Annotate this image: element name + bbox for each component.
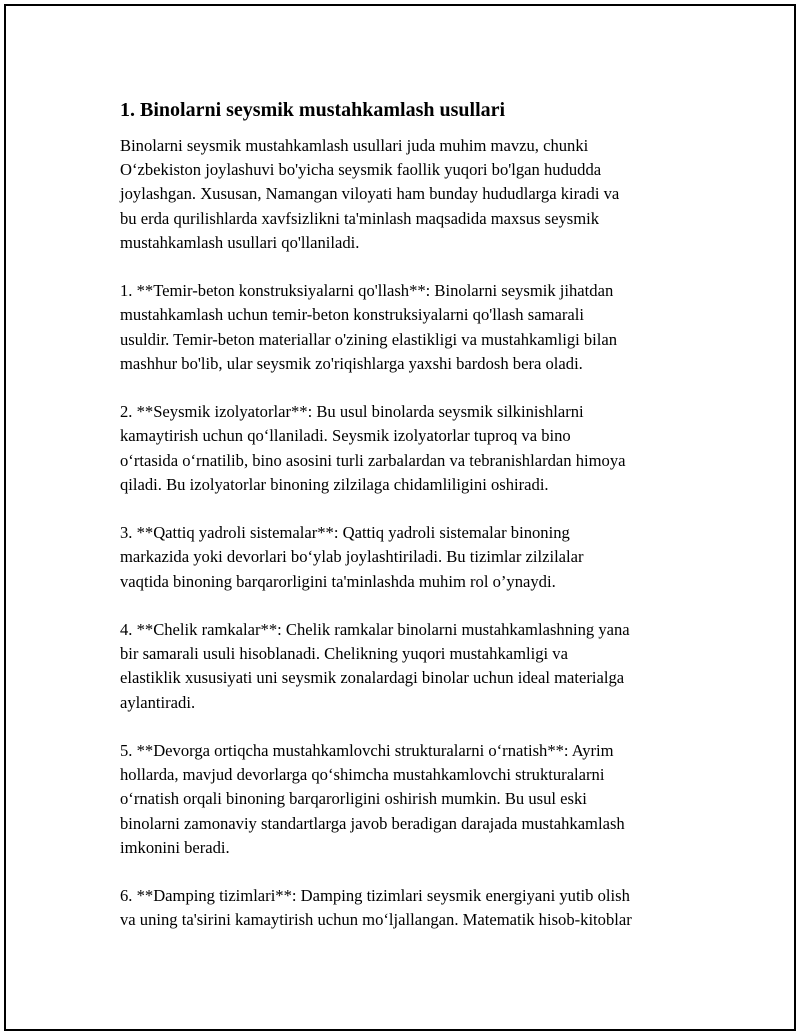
text-line: va uning ta'sirini kamaytirish uchun mo‘ljallangan. Matematik hisob-kitoblar bbox=[120, 910, 632, 930]
list-item-paragraph bbox=[120, 400, 700, 497]
text-line: joylashgan. Xususan, Namangan viloyati ham bunday hududlarga kiradi va bbox=[120, 184, 620, 204]
list-item-paragraph bbox=[120, 884, 700, 932]
intro-paragraph bbox=[120, 134, 700, 255]
text-line: binolarni zamonaviy standartlarga javob beradigan darajada mustahkamlash bbox=[120, 813, 625, 833]
text-line: o‘rtasida o‘rnatilib, bino asosini turli zarbalardan va tebranishlardan himoya bbox=[120, 450, 626, 470]
text-line: bir samarali usuli hisoblanadi. Chelikning yuqori mustahkamligi va bbox=[120, 644, 568, 664]
text-line: hollarda, mavjud devorlarga qo‘shimcha mustahkamlovchi strukturalarni bbox=[120, 765, 605, 785]
text-line: 2. **Seysmik izolyatorlar**: Bu usul binolarda seysmik silkinishlarni bbox=[120, 402, 584, 422]
text-line: 1. **Temir-beton konstruksiyalarni qo'llash**: Binolarni seysmik jihatdan bbox=[120, 281, 614, 301]
text-line: usuldir. Temir-beton materiallar o'zining elastikligi va mustahkamligi bilan bbox=[120, 329, 618, 349]
text-line: 4. **Chelik ramkalar**: Chelik ramkalar binolarni mustahkamlashning yana bbox=[120, 620, 630, 639]
document-page bbox=[4, 4, 796, 1031]
list-item-paragraph bbox=[120, 521, 700, 594]
text-line: kamaytirish uchun qo‘llaniladi. Seysmik izolyatorlar tuproq va bino bbox=[120, 426, 571, 446]
document-body bbox=[120, 96, 700, 957]
text-line: bu erda qurilishlarda xavfsizlikni ta'minlash maqsadida maxsus seysmik bbox=[120, 208, 600, 228]
list-item-paragraph bbox=[120, 618, 700, 715]
text-line: Binolarni seysmik mustahkamlash usullari juda muhim mavzu, chunki bbox=[120, 136, 589, 155]
text-line: mashhur bo'lib, ular seysmik zo'riqishlarga yaxshi bardosh bera oladi. bbox=[120, 353, 583, 373]
text-line: 3. **Qattiq yadroli sistemalar**: Qattiq yadroli sistemalar binoning bbox=[120, 523, 570, 543]
text-line: 5. **Devorga ortiqcha mustahkamlovchi strukturalarni o‘rnatish**: Ayrim bbox=[120, 741, 614, 760]
text-line: qiladi. Bu izolyatorlar binoning zilzilaga chidamliligini oshiradi. bbox=[120, 474, 549, 494]
text-line: o‘rnatish orqali binoning barqarorligini oshirish mumkin. Bu usul eski bbox=[120, 789, 587, 809]
paragraph-list bbox=[120, 134, 700, 933]
text-line: mustahkamlash usullari qo'llaniladi. bbox=[120, 232, 360, 252]
text-line: vaqtida binoning barqarorligini ta'minlashda muhim rol o’ynaydi. bbox=[120, 571, 556, 591]
text-line: mustahkamlash uchun temir-beton konstruksiyalarni qo'llash samarali bbox=[120, 305, 584, 325]
list-item-paragraph bbox=[120, 279, 700, 376]
text-line: markazida yoki devorlari bo‘ylab joylashtiriladi. Bu tizimlar zilzilalar bbox=[120, 547, 584, 567]
text-line: O‘zbekiston joylashuvi bo'yicha seysmik faollik yuqori bo'lgan hududda bbox=[120, 160, 602, 180]
list-item-paragraph bbox=[120, 739, 700, 860]
text-line: 6. **Damping tizimlari**: Damping tizimlari seysmik energiyani yutib olish bbox=[120, 886, 630, 906]
text-line: imkonini beradi. bbox=[120, 837, 230, 857]
text-line: aylantiradi. bbox=[120, 692, 196, 712]
section-heading: 1. Binolarni seysmik mustahkamlash usullari bbox=[120, 99, 506, 121]
text-line: elastiklik xususiyati uni seysmik zonalardagi binolar uchun ideal materialga bbox=[120, 668, 625, 688]
